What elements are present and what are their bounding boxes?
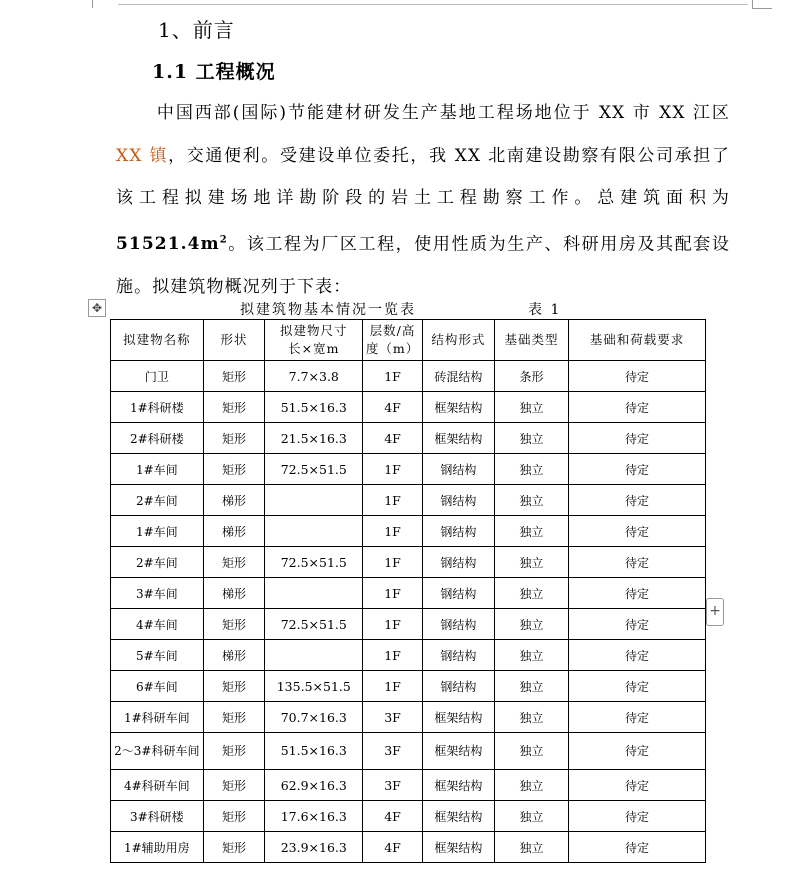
cell-load: 待定 bbox=[569, 770, 706, 801]
cell-shape: 矩形 bbox=[203, 392, 265, 423]
cell-size: 72.5×51.5 bbox=[265, 547, 363, 578]
header-size-line1: 拟建物尺寸 bbox=[280, 323, 348, 338]
table-caption-number: 表 1 bbox=[528, 302, 562, 318]
cell-structure: 钢结构 bbox=[422, 485, 494, 516]
cell-size: 51.5×16.3 bbox=[265, 733, 363, 770]
cell-floors: 1F bbox=[363, 361, 423, 392]
cell-foundation: 独立 bbox=[494, 671, 568, 702]
cell-name: 3#车间 bbox=[111, 578, 204, 609]
cell-shape: 梯形 bbox=[203, 640, 265, 671]
cell-load: 待定 bbox=[569, 547, 706, 578]
table-row bbox=[111, 733, 706, 770]
cell-name: 2#车间 bbox=[111, 547, 204, 578]
paragraph-highlight: XX 镇 bbox=[116, 145, 169, 166]
table-move-icon[interactable]: ✥ bbox=[88, 299, 106, 317]
header-structure: 结构形式 bbox=[422, 320, 494, 361]
table-row bbox=[111, 516, 706, 547]
cell-name: 3#科研楼 bbox=[111, 801, 204, 832]
cell-size: 62.9×16.3 bbox=[265, 770, 363, 801]
overview-paragraph bbox=[116, 92, 730, 308]
cell-structure: 框架结构 bbox=[422, 770, 494, 801]
subsection-heading: 1.1 工程概况 bbox=[152, 61, 276, 83]
cell-structure: 框架结构 bbox=[422, 702, 494, 733]
table-row bbox=[111, 702, 706, 733]
cell-floors: 4F bbox=[363, 801, 423, 832]
header-name: 拟建物名称 bbox=[111, 320, 204, 361]
header-floors-line1: 层数/高 bbox=[369, 323, 416, 338]
cell-load: 待定 bbox=[569, 640, 706, 671]
cell-name: 1#车间 bbox=[111, 454, 204, 485]
header-shape: 形状 bbox=[203, 320, 265, 361]
cell-floors: 1F bbox=[363, 485, 423, 516]
cell-shape: 梯形 bbox=[203, 578, 265, 609]
cell-structure: 框架结构 bbox=[422, 733, 494, 770]
cell-size bbox=[265, 516, 363, 547]
cell-name: 1#辅助用房 bbox=[111, 832, 204, 863]
cell-shape: 矩形 bbox=[203, 733, 265, 770]
table-header-row bbox=[111, 320, 706, 361]
paragraph-text-2: ，交通便利。受建设单位委托，我 XX 北南建设勘察有限公司承担了该工程拟建场地详勘阶段的岩土工程勘察工作。总建筑面积为 bbox=[116, 145, 730, 208]
cell-shape: 矩形 bbox=[203, 547, 265, 578]
cell-name: 4#科研车间 bbox=[111, 770, 204, 801]
cell-load: 待定 bbox=[569, 423, 706, 454]
cell-structure: 砖混结构 bbox=[422, 361, 494, 392]
cell-floors: 1F bbox=[363, 640, 423, 671]
cell-shape: 梯形 bbox=[203, 485, 265, 516]
cell-floors: 1F bbox=[363, 516, 423, 547]
cell-load: 待定 bbox=[569, 702, 706, 733]
cell-floors: 4F bbox=[363, 423, 423, 454]
cell-foundation: 独立 bbox=[494, 547, 568, 578]
buildings-table bbox=[110, 319, 706, 863]
paragraph-text-1: 中国西部(国际)节能建材研发生产基地工程场地位于 XX 市 XX 江区 bbox=[156, 103, 730, 123]
cell-size: 70.7×16.3 bbox=[265, 702, 363, 733]
add-row-icon[interactable]: + bbox=[706, 598, 724, 626]
cell-structure: 钢结构 bbox=[422, 609, 494, 640]
cell-shape: 矩形 bbox=[203, 702, 265, 733]
cell-structure: 钢结构 bbox=[422, 454, 494, 485]
cell-floors: 3F bbox=[363, 733, 423, 770]
cell-size: 72.5×51.5 bbox=[265, 609, 363, 640]
cell-foundation: 独立 bbox=[494, 609, 568, 640]
cell-load: 待定 bbox=[569, 578, 706, 609]
table-row bbox=[111, 640, 706, 671]
table-row bbox=[111, 609, 706, 640]
cell-shape: 矩形 bbox=[203, 801, 265, 832]
cell-name: 1#科研车间 bbox=[111, 702, 204, 733]
cell-floors: 1F bbox=[363, 671, 423, 702]
cell-foundation: 独立 bbox=[494, 640, 568, 671]
table-row bbox=[111, 454, 706, 485]
cell-floors: 4F bbox=[363, 832, 423, 863]
area-superscript: 2 bbox=[219, 234, 228, 246]
cell-floors: 1F bbox=[363, 547, 423, 578]
cell-load: 待定 bbox=[569, 733, 706, 770]
page-top-border bbox=[118, 4, 748, 5]
cell-name: 1#车间 bbox=[111, 516, 204, 547]
cell-size: 51.5×16.3 bbox=[265, 392, 363, 423]
cell-floors: 3F bbox=[363, 770, 423, 801]
cell-structure: 钢结构 bbox=[422, 671, 494, 702]
paragraph-area bbox=[116, 234, 228, 254]
cell-shape: 矩形 bbox=[203, 423, 265, 454]
crop-mark-left bbox=[92, 0, 93, 8]
cell-floors: 3F bbox=[363, 702, 423, 733]
cell-shape: 矩形 bbox=[203, 770, 265, 801]
cell-load: 待定 bbox=[569, 361, 706, 392]
cell-load: 待定 bbox=[569, 392, 706, 423]
header-foundation: 基础类型 bbox=[494, 320, 568, 361]
table-row bbox=[111, 423, 706, 454]
cell-foundation: 独立 bbox=[494, 801, 568, 832]
cell-size: 21.5×16.3 bbox=[265, 423, 363, 454]
table-row bbox=[111, 392, 706, 423]
cell-shape: 梯形 bbox=[203, 516, 265, 547]
table-row bbox=[111, 547, 706, 578]
cell-name: 6#车间 bbox=[111, 671, 204, 702]
cell-foundation: 独立 bbox=[494, 702, 568, 733]
cell-foundation: 独立 bbox=[494, 516, 568, 547]
cell-size: 135.5×51.5 bbox=[265, 671, 363, 702]
section-heading: 1、前言 bbox=[158, 18, 235, 42]
cell-foundation: 独立 bbox=[494, 392, 568, 423]
cell-name: 2#车间 bbox=[111, 485, 204, 516]
cell-name: 2～3#科研车间 bbox=[111, 733, 204, 770]
cell-name: 5#车间 bbox=[111, 640, 204, 671]
crop-mark-right bbox=[752, 0, 753, 8]
cell-load: 待定 bbox=[569, 801, 706, 832]
cell-load: 待定 bbox=[569, 485, 706, 516]
area-value: 51521.4m bbox=[116, 234, 220, 255]
table-row bbox=[111, 832, 706, 863]
cell-foundation: 独立 bbox=[494, 454, 568, 485]
cell-floors: 4F bbox=[363, 392, 423, 423]
cell-foundation: 独立 bbox=[494, 578, 568, 609]
cell-size bbox=[265, 640, 363, 671]
cell-name: 4#车间 bbox=[111, 609, 204, 640]
cell-name: 2#科研楼 bbox=[111, 423, 204, 454]
cell-shape: 矩形 bbox=[203, 832, 265, 863]
cell-load: 待定 bbox=[569, 454, 706, 485]
cell-name: 门卫 bbox=[111, 361, 204, 392]
cell-foundation: 独立 bbox=[494, 770, 568, 801]
cell-structure: 框架结构 bbox=[422, 801, 494, 832]
cell-size: 7.7×3.8 bbox=[265, 361, 363, 392]
cell-structure: 框架结构 bbox=[422, 423, 494, 454]
paragraph-text-3: 。该工程为厂区工程，使用性质为生产、科研用房及其配套设施。拟建筑物概况列于下表： bbox=[116, 234, 730, 297]
header-size bbox=[265, 320, 363, 361]
cell-load: 待定 bbox=[569, 671, 706, 702]
header-load: 基础和荷载要求 bbox=[569, 320, 706, 361]
cell-floors: 1F bbox=[363, 578, 423, 609]
cell-structure: 钢结构 bbox=[422, 547, 494, 578]
cell-floors: 1F bbox=[363, 609, 423, 640]
table-row bbox=[111, 578, 706, 609]
cell-structure: 钢结构 bbox=[422, 516, 494, 547]
header-floors bbox=[363, 320, 423, 361]
cell-structure: 钢结构 bbox=[422, 640, 494, 671]
table-row bbox=[111, 485, 706, 516]
table-row bbox=[111, 801, 706, 832]
header-floors-line2: 度（m） bbox=[365, 341, 420, 356]
cell-shape: 矩形 bbox=[203, 361, 265, 392]
cell-foundation: 条形 bbox=[494, 361, 568, 392]
cell-load: 待定 bbox=[569, 832, 706, 863]
cell-structure: 框架结构 bbox=[422, 832, 494, 863]
cell-foundation: 独立 bbox=[494, 832, 568, 863]
cell-foundation: 独立 bbox=[494, 485, 568, 516]
cell-foundation: 独立 bbox=[494, 423, 568, 454]
cell-size bbox=[265, 578, 363, 609]
cell-shape: 矩形 bbox=[203, 671, 265, 702]
cell-floors: 1F bbox=[363, 454, 423, 485]
header-size-line2: 长×宽m bbox=[288, 341, 340, 356]
cell-load: 待定 bbox=[569, 516, 706, 547]
cell-load: 待定 bbox=[569, 609, 706, 640]
cell-shape: 矩形 bbox=[203, 609, 265, 640]
cell-structure: 钢结构 bbox=[422, 578, 494, 609]
cell-name: 1#科研楼 bbox=[111, 392, 204, 423]
cell-foundation: 独立 bbox=[494, 733, 568, 770]
cell-shape: 矩形 bbox=[203, 454, 265, 485]
cell-structure: 框架结构 bbox=[422, 392, 494, 423]
cell-size: 17.6×16.3 bbox=[265, 801, 363, 832]
table-row bbox=[111, 671, 706, 702]
table-row bbox=[111, 770, 706, 801]
table-caption-title: 拟建筑物基本情况一览表 bbox=[240, 302, 416, 318]
crop-mark-right-horizontal bbox=[752, 8, 772, 9]
cell-size: 72.5×51.5 bbox=[265, 454, 363, 485]
cell-size bbox=[265, 485, 363, 516]
table-row bbox=[111, 361, 706, 392]
table-caption bbox=[110, 298, 705, 318]
cell-size: 23.9×16.3 bbox=[265, 832, 363, 863]
